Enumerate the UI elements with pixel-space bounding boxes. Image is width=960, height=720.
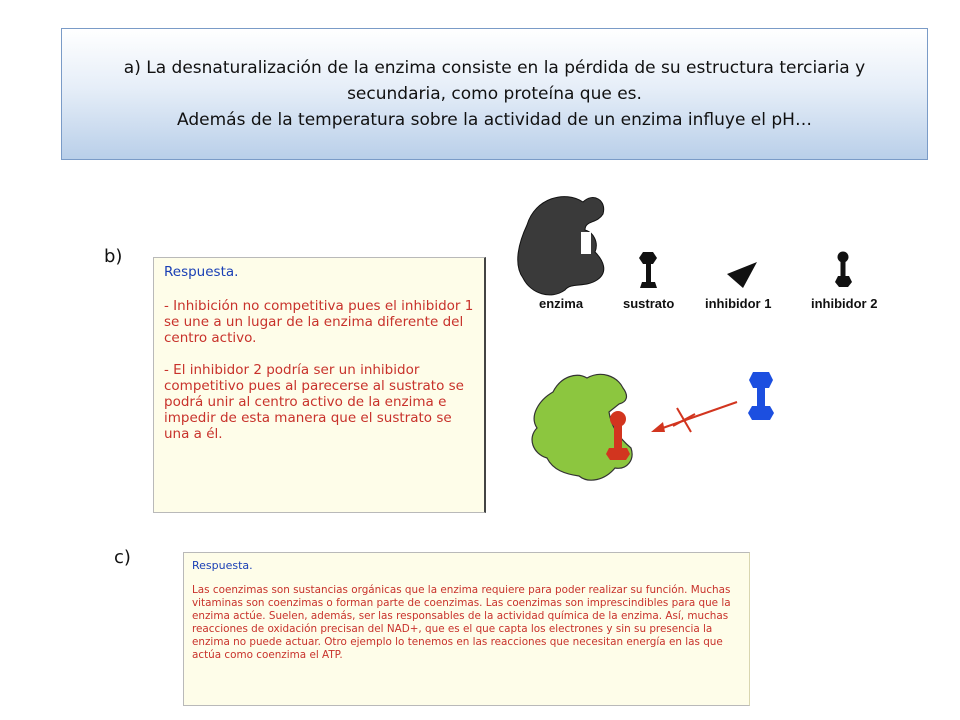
legend-enzyme-label: enzima (539, 296, 584, 311)
answer-b-paragraph-1: - Inhibición no competitiva pues el inhibidor 1 se une a un lugar de la enzima diferente del centro activo. (164, 298, 474, 346)
answer-c-title: Respuesta. (192, 559, 253, 572)
section-b-label: b) (104, 246, 123, 267)
enzyme-active-site (581, 232, 591, 254)
inhibitor-2-icon (835, 252, 852, 288)
answer-c-box (183, 552, 750, 706)
answer-b-box (153, 257, 486, 513)
answer-b-text (164, 298, 474, 442)
section-c-label: c) (114, 547, 131, 568)
blocked-arrow-line (657, 402, 737, 430)
substrate-icon-black (639, 252, 657, 288)
enzyme-inhibition-diagram (505, 180, 905, 510)
header-line-1: a) La desnaturalización de la enzima consiste en la pérdida de su estructura terciaria y (123, 58, 866, 78)
blocked-cross-2 (673, 414, 695, 426)
header-box (61, 28, 928, 160)
answer-b-title: Respuesta. (164, 264, 239, 280)
answer-c-text: Las coenzimas son sustancias orgánicas que la enzima requiere para poder realizar su función. Muchas vitaminas son coenzimas o forman parte de coenzimas. Las coenzimas son imprescindibles para que la enzima actúe. Suelen, además, ser las responsables de la actividad química de la enzima. Así, muchas reacciones de oxidación precisan del NAD+, que es el que capta los electrones y sin su presencia la enzima no puede actuar. Otro ejemplo lo tenemos en las reacciones que necesitan energía en las que actúa como coenzima el ATP. (192, 584, 731, 661)
substrate-icon-blue (748, 372, 774, 420)
legend-inhibitor-1-label: inhibidor 1 (705, 296, 772, 311)
inhibitor-1-icon (727, 262, 757, 288)
legend-inhibitor-2-label: inhibidor 2 (811, 296, 878, 311)
answer-b-paragraph-2: - El inhibidor 2 podría ser un inhibidor competitivo pues al parecerse al sustrato se podrá unir al centro activo de la enzima e impedir de esta manera que el sustrato se una a él. (164, 362, 464, 442)
header-line-3: Además de la temperatura sobre la actividad de un enzima influye el pH… (177, 110, 812, 130)
legend-substrate-label: sustrato (623, 296, 675, 311)
blocked-arrow-head (651, 422, 665, 432)
header-line-2: secundaria, como proteína que es. (347, 84, 642, 104)
